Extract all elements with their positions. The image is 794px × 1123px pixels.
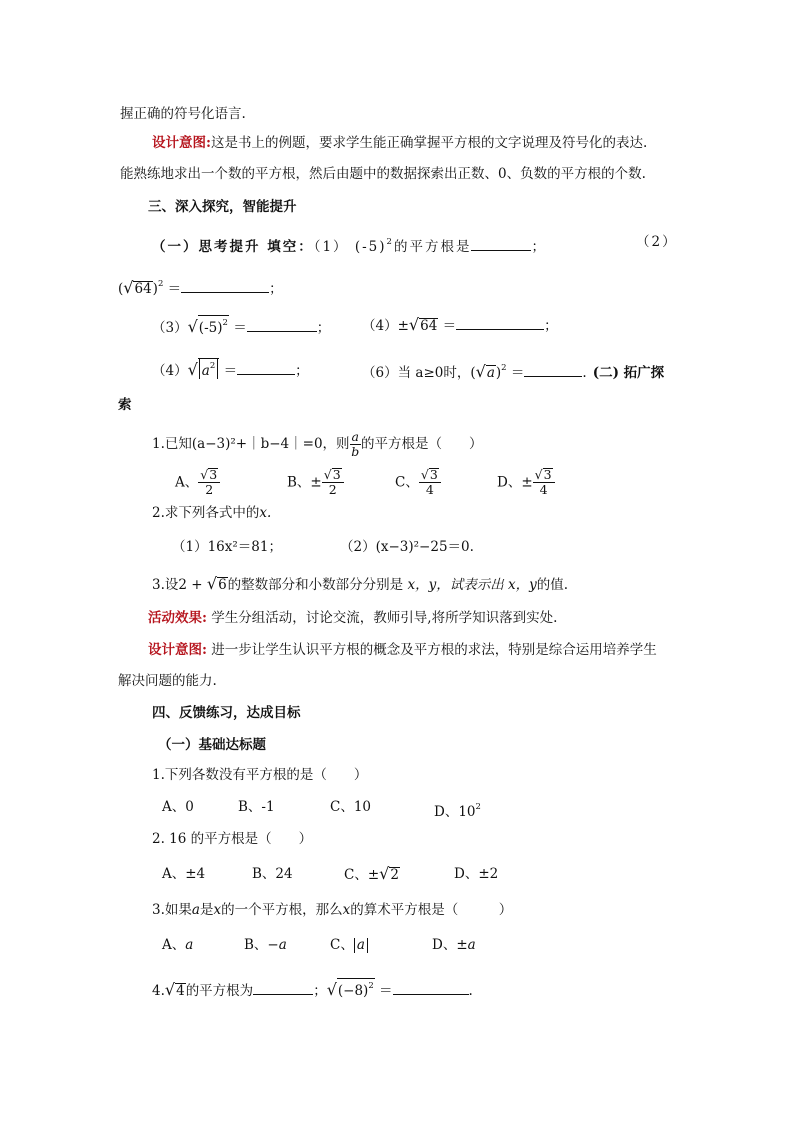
subsection-heading-tail: 索 (118, 397, 132, 413)
design-intent-line (148, 640, 657, 660)
problem-2 (152, 503, 271, 523)
design-intent-label: 设计意图: (152, 135, 211, 151)
variable: a (191, 902, 200, 918)
text: 3.如果 (152, 902, 192, 918)
fraction (322, 468, 344, 497)
radicand: 64 (420, 318, 438, 334)
text: 这是书上的例题，要求学生能正确掌握平方根的文字说理及符号化的表达. (210, 135, 648, 151)
question-label: （3） (152, 320, 188, 336)
radicand: (−8) (337, 983, 369, 999)
text: 的平方根为 (185, 983, 254, 999)
question-label: （4） (152, 363, 188, 379)
fraction-numerator: a (351, 429, 359, 444)
radicand: 3 (209, 467, 218, 482)
option-b[interactable]: B、24 (252, 866, 293, 882)
option-label: D、 (432, 937, 457, 953)
plus-minus-sign: ± (310, 474, 322, 491)
radical-sign: √ (534, 467, 543, 482)
radicand: a (486, 365, 495, 381)
option-value: −a (267, 937, 287, 953)
problem-2-part-2: （2）(x−3)²−25＝0. (340, 539, 474, 555)
answer-blank[interactable] (471, 236, 531, 251)
fraction (419, 468, 441, 497)
fraction-denominator: 4 (539, 482, 548, 497)
radicand: 3 (543, 467, 552, 482)
fraction-denominator: 4 (425, 482, 434, 497)
option-value: a (185, 937, 194, 953)
question-label: （1） (313, 239, 349, 255)
subsection-heading: （一）思考提升 填空： (152, 239, 314, 255)
exponent: 2 (475, 802, 481, 812)
answer-blank[interactable] (456, 315, 544, 330)
option-b[interactable] (287, 468, 344, 497)
text: 的整数部分和小数部分分别是 (227, 577, 404, 593)
option-text: C、± (344, 867, 380, 883)
exercise-1: 1.下列各数没有平方根的是（ ） (152, 767, 368, 783)
fill-blank-line: （4）√ $a^2$ ＝ ； (152, 360, 309, 379)
text: 4. (152, 983, 165, 999)
answer-blank[interactable] (524, 362, 582, 377)
option-label: C、 (330, 937, 354, 953)
text: ； (313, 983, 327, 999)
option-d[interactable] (432, 935, 476, 955)
text: 的平方根是（ ） (360, 436, 483, 452)
radical-sign: √ (200, 467, 209, 482)
fraction (533, 468, 555, 497)
text: 的平方根是 (393, 239, 472, 255)
exercise-3 (152, 900, 512, 920)
option-label: B、 (244, 937, 268, 953)
option-d[interactable] (434, 797, 481, 822)
radical-sign: √ (420, 467, 429, 482)
answer-blank[interactable] (247, 317, 317, 332)
radicand: 6 (218, 577, 227, 593)
text: x，y，试表示出 (407, 577, 504, 593)
fraction (198, 468, 220, 497)
subsection-heading: （一）基础达标题 (158, 737, 266, 753)
option-a[interactable] (175, 468, 220, 497)
answer-blank[interactable] (253, 980, 313, 995)
text-line (120, 164, 646, 184)
text: 是 (199, 902, 214, 918)
text: 握正确的符号化语言. (120, 106, 246, 122)
activity-effect-line (148, 608, 557, 628)
option-label: A、 (175, 474, 199, 491)
section-heading: 四、反馈练习，达成目标 (152, 705, 301, 721)
math-expr: 2 + (178, 577, 207, 593)
problem-3: 3.设2 + √6的整数部分和小数部分分别是 x，y，试表示出 x，y的值. (152, 574, 569, 593)
text: 进一步让学生认识平方根的概念及平方根的求法，特别是综合运用培养学生 (211, 642, 657, 658)
radicand: (-5) (198, 320, 223, 336)
variable: a (201, 363, 210, 379)
option-a[interactable]: A、±4 (162, 866, 206, 882)
activity-effect-label: 活动效果: (148, 610, 207, 626)
variable: x (213, 902, 222, 918)
exponent: 2 (386, 237, 394, 247)
variable: x. (259, 505, 272, 521)
exponent: 2 (368, 981, 374, 991)
exponent: 2 (222, 318, 228, 328)
option-label: D、 (497, 474, 522, 491)
exponent: 2 (501, 363, 507, 373)
exercise-2: 2. 16 的平方根是（ ） (152, 831, 313, 847)
fill-blank-line: $(3)√(-5)^2$ ＝ ； (152, 317, 331, 336)
option-c[interactable] (395, 468, 441, 497)
answer-blank[interactable] (181, 278, 269, 293)
option-c[interactable]: C、±√2 (344, 864, 399, 883)
variable: x，y (508, 577, 537, 593)
text: 的值. (536, 577, 569, 593)
option-value: ±a (456, 937, 476, 953)
text: 的一个平方根，那么 (221, 902, 343, 918)
text: 3.设 (152, 577, 179, 593)
option-b[interactable] (244, 935, 287, 955)
radicand: 3 (332, 467, 341, 482)
design-intent-line (152, 133, 647, 153)
radical-sign: √ (323, 467, 332, 482)
problem-1 (152, 430, 482, 459)
section-heading: 三、深入探究，智能提升 (148, 199, 297, 215)
radicand: 2 (390, 867, 399, 883)
option-c[interactable] (330, 935, 368, 955)
variable: x (342, 902, 351, 918)
exponent: 2 (157, 279, 164, 289)
question-label: （4） (362, 318, 398, 334)
radicand: 3 (429, 467, 438, 482)
problem-2-part-1: （1）16x²＝81； (172, 539, 282, 555)
design-intent-label: 设计意图: (148, 642, 207, 658)
fraction-denominator: 2 (205, 482, 214, 497)
option-d[interactable]: D、±2 (454, 866, 499, 882)
option-text: D、10 (434, 804, 476, 820)
option-a[interactable] (162, 935, 193, 955)
fraction-denominator: b (351, 444, 360, 459)
fraction-denominator: 2 (328, 482, 337, 497)
text: 1.已知(a−3)²+｜b−4｜=0，则 (152, 436, 350, 452)
plus-minus-sign: ± (521, 474, 533, 491)
subsection-heading: (二) 拓广探 (592, 365, 665, 381)
option-label: C、 (395, 474, 419, 491)
option-label: B、 (287, 474, 311, 491)
fill-blank-line: （6）当 a≥0时，$(√a)^2$ ＝ . (二) 拓广探 (362, 362, 665, 381)
radicand: 64 (134, 281, 152, 297)
text: 的算术平方根是（ ） (350, 902, 513, 918)
option-a[interactable]: A、0 (162, 799, 194, 815)
text: . (468, 983, 473, 999)
question-label: （2） (636, 234, 678, 250)
fill-blank-line: $(√64)^2$ ＝ ； (118, 278, 283, 297)
text: 学生分组活动，讨论交流，教师引导,将所学知识落到实处. (211, 610, 558, 626)
exponent: 2 (209, 361, 216, 371)
exercise-4: 4.√4的平方根为 ；$√(-8)^2$ ＝ . (152, 980, 473, 999)
option-d[interactable] (497, 468, 555, 497)
option-value: a (354, 938, 368, 953)
text: 能熟练地求出一个数的平方根，然后由题中的数据探索出正数、0、负数的平方根的个数. (120, 166, 646, 182)
answer-blank[interactable] (393, 980, 469, 995)
option-b[interactable]: B、-1 (238, 799, 275, 815)
text: ＝ (379, 983, 393, 999)
problem-1-options (175, 468, 615, 504)
answer-blank[interactable] (237, 360, 295, 375)
question-label: （6）当 (362, 365, 412, 381)
condition: a≥0时， (415, 365, 471, 381)
radicand: 4 (176, 983, 185, 999)
text: 2.求下列各式中的 (152, 505, 260, 521)
option-label: A、 (162, 937, 186, 953)
fill-blank-line: （4）±√64 ＝ ； (362, 315, 558, 334)
text-line: 解决问题的能力. (118, 673, 217, 689)
math-expr: (-5) (354, 239, 387, 255)
fill-blank-line: （一）思考提升 填空：（1） $(-5)^2$的平方根是 ； (152, 237, 547, 255)
option-c[interactable]: C、10 (330, 799, 372, 815)
text-line (120, 104, 246, 124)
